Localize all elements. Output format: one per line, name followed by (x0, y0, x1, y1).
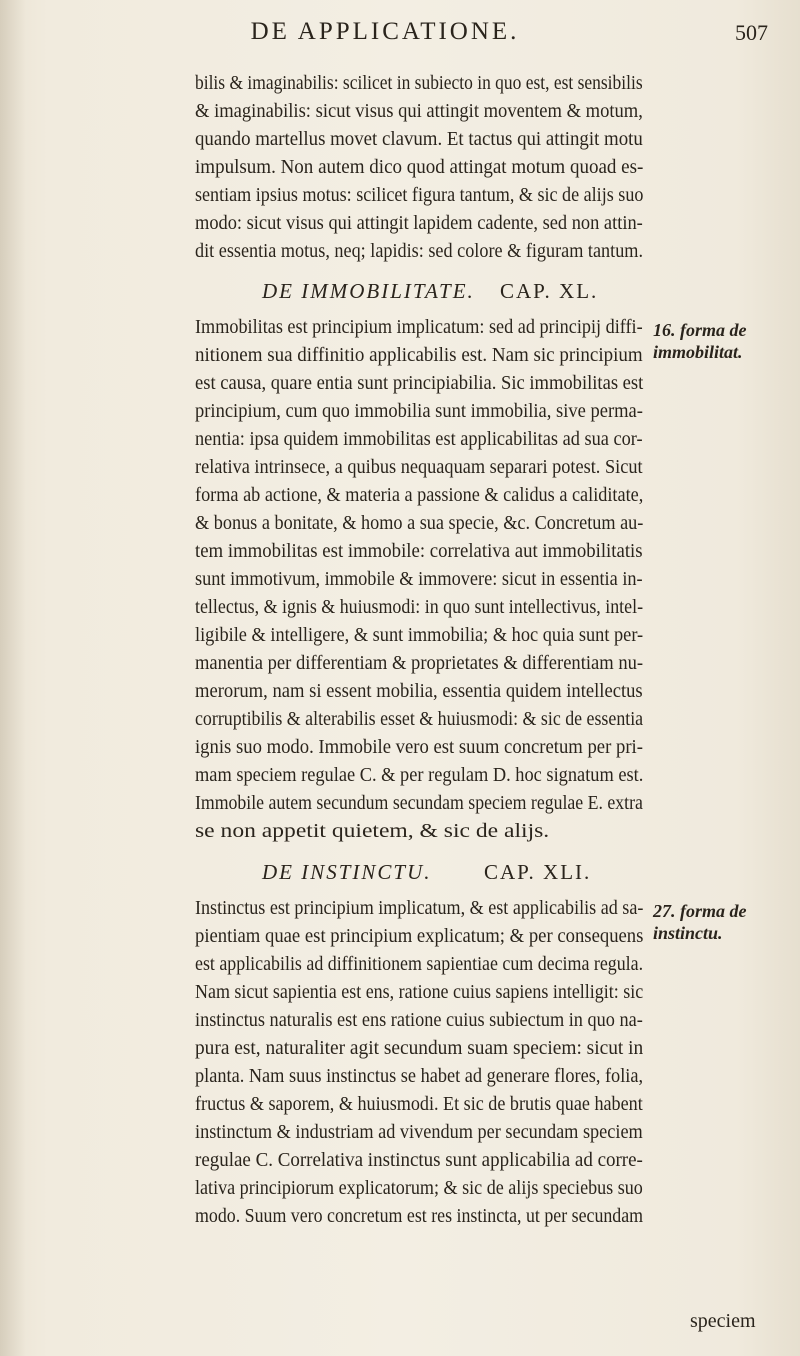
text-line: modo. Suum vero concretum est res instincta, ut per secundam (195, 1205, 644, 1227)
text-line: impulsum. Non autem dico quod attingat motum quoad es- (195, 156, 644, 178)
margin-note: instinctu. (653, 923, 723, 943)
text-line: principium, cum quo immobilia sunt immobilia, sive perma- (195, 400, 643, 422)
text-line: manentia per differentiam & proprietates & differentiam nu- (195, 652, 644, 674)
text-line: & bonus a bonitate, & homo a sua specie, &c. Concretum au- (195, 512, 644, 534)
margin-note: 27. forma de (653, 901, 747, 921)
text-line: se non appetit quietem, & sic de alijs. (195, 820, 550, 842)
text-line: ignis suo modo. Immobile vero est suum concretum per pri- (195, 736, 643, 758)
text-line: Immobile autem secundum secundam speciem regulae E. extra (195, 792, 643, 814)
margin-note: 16. forma de (653, 320, 747, 340)
text-line: pura est, naturaliter agit secundum suam speciem: sicut in (195, 1037, 644, 1059)
text-line: Immobilitas est principium implicatum: sed ad principij diffi- (195, 316, 643, 338)
text-line: pientiam quae est principium explicatum; & per consequens (195, 925, 644, 947)
text-line: sunt immotivum, immobile & immovere: sicut in essentia in- (195, 568, 643, 590)
text-line: est applicabilis ad diffinitionem sapientiae cum decima regula. (195, 953, 644, 975)
text-line: forma ab actione, & materia a passione & calidus a caliditate, (195, 484, 644, 506)
text-line: mam speciem regulae C. & per regulam D. hoc signatum est. (195, 764, 644, 786)
chapter-title: DE INSTINCTU. (262, 860, 432, 884)
running-head: DE APPLICATIONE. (250, 18, 520, 45)
text-line: nitionem sua diffinitio applicabilis est. Nam sic principium (195, 344, 643, 366)
text-line: tellectus, & ignis & huiusmodi: in quo sunt intellectivus, intel- (195, 596, 644, 618)
text-line: instinctum & industriam ad vivendum per secundam speciem (195, 1121, 643, 1143)
text-line: nentia: ipsa quidem immobilitas est applicabilitas ad sua cor- (195, 428, 643, 450)
text-line: fructus & saporem, & huiusmodi. Et sic de brutis quae habent (195, 1093, 643, 1115)
chapter-number: CAP. XLI. (484, 860, 592, 884)
text-line: instinctus naturalis est ens ratione cuius subiectum in quo na- (195, 1009, 643, 1031)
text-line: modo: sicut visus qui attingit lapidem cadente, sed non attin- (195, 212, 643, 234)
margin-note: immobilitat. (653, 342, 743, 362)
text-line: regulae C. Correlativa instinctus sunt applicabilia ad corre- (195, 1149, 643, 1171)
catchword: speciem (690, 1310, 756, 1332)
text-line: corruptibilis & alterabilis esset & huiusmodi: & sic de essentia (195, 708, 644, 730)
text-line: sentiam ipsius motus: scilicet figura tantum, & sic de alijs suo (195, 184, 644, 206)
page-number: 507 (735, 20, 768, 45)
text-line: bilis & imaginabilis: scilicet in subiecto in quo est, est sensibilis (195, 72, 643, 94)
text-line: relativa intrinsece, a quibus nequaquam separari potest. Sicut (195, 456, 643, 478)
text-line: Instinctus est principium implicatum, & est applicabilis ad sa- (195, 897, 644, 919)
text-line: dit essentia motus, neq; lapidis: sed colore & figuram tantum. (195, 240, 643, 262)
text-line: est causa, quare entia sunt principiabilia. Sic immobilitas est (195, 372, 644, 394)
gutter-shadow (0, 0, 26, 1356)
text-line: ligibile & intelligere, & sunt immobilia; & hoc quia sunt per- (195, 624, 644, 646)
text-line: quando martellus movet clavum. Et tactus qui attingit motu (195, 128, 643, 150)
text-line: Nam sicut sapientia est ens, ratione cuius sapiens intelligit: sic (195, 981, 644, 1003)
text-line: & imaginabilis: sicut visus qui attingit moventem & motum, (195, 100, 643, 122)
text-line: lativa principiorum explicatorum; & sic de alijs speciebus suo (195, 1177, 643, 1199)
chapter-title: DE IMMOBILITATE. (262, 279, 475, 303)
chapter-number: CAP. XL. (500, 279, 599, 303)
text-line: tem immobilitas est immobile: correlativa aut immobilitatis (195, 540, 643, 562)
text-line: planta. Nam suus instinctus se habet ad generare flores, folia, (195, 1065, 644, 1087)
text-line: merorum, nam si essent mobilia, essentia quidem intellectus (195, 680, 643, 702)
